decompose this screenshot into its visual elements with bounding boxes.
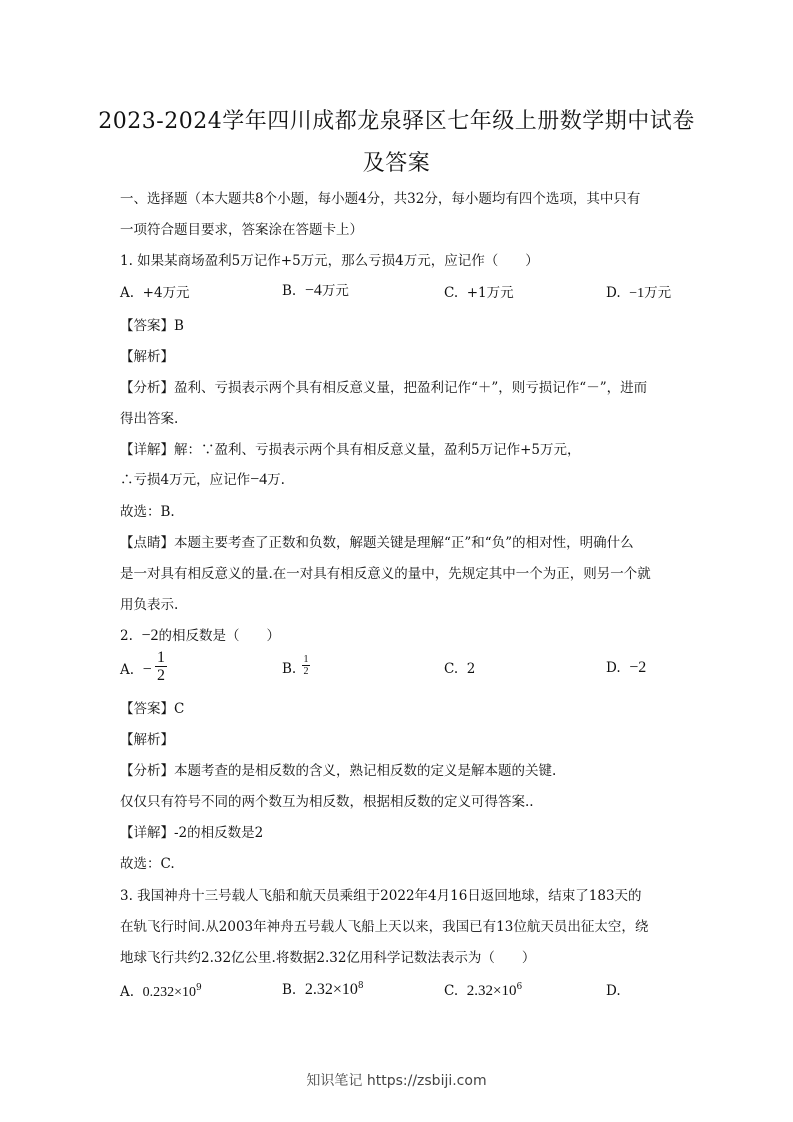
q3-option-c: [444, 982, 522, 1000]
q1-choice: 故选：B.: [120, 504, 175, 520]
text: ∴亏损4万元，应记作: [120, 472, 251, 488]
denominator: 2: [303, 666, 309, 677]
q2-option-d: [606, 659, 646, 677]
q2-xiangjie: 【详解】-2的相反数是2: [120, 825, 264, 841]
q2-fenxi-cont: 仅仅只有符号不同的两个数互为相反数，根据相反数的定义可得答案..: [120, 794, 534, 810]
option-text: 2: [466, 661, 476, 677]
q1-stem: 1. 如果某商场盈利5万记作+5万元，那么亏损4万元，应记作（ ）: [120, 253, 539, 269]
option-label: B.: [282, 982, 297, 998]
q3-option-b: [282, 981, 364, 999]
section-heading: 一、选择题（本大题共8个小题，每小题4分，共32分，每小题均有四个选项，其中只有: [120, 191, 641, 207]
q2-fenxi: 【分析】本题考查的是相反数的含义，熟记相反数的定义是解本题的关键.: [120, 763, 557, 779]
option-label: A.: [120, 984, 135, 1000]
option-text: +1万元: [466, 285, 514, 301]
option-label: C.: [444, 285, 459, 301]
option-sign: −: [142, 661, 152, 678]
exponent: 6: [516, 982, 523, 992]
q2-answer: 【答案】C: [120, 701, 185, 717]
footer-watermark: 知识笔记 https://zsbiji.com: [306, 1073, 487, 1089]
option-unit: 万元: [321, 283, 349, 299]
q3-stem-cont2: 地球飞行共约2.32亿公里.将数据2.32亿用科学记数法表示为（ ）: [120, 950, 536, 966]
option-math: 0.232×10: [142, 985, 197, 1000]
option-label: C.: [444, 983, 459, 999]
q2-option-a: [120, 661, 152, 679]
option-label: D.: [606, 285, 621, 301]
numerator: 1: [303, 654, 309, 665]
numerator: 1: [157, 649, 165, 666]
option-unit: 万元: [644, 285, 672, 301]
q2-stem: [120, 624, 280, 645]
q2-option-b: [282, 661, 296, 677]
option-label: A.: [120, 285, 135, 301]
option-label: D.: [606, 983, 621, 999]
math: −2: [141, 627, 159, 644]
option-math: −2: [629, 659, 647, 676]
q1-xiangjie: 【详解】解：∵盈利、亏损表示两个具有相反意义量，盈利5万记作+5万元，: [120, 442, 581, 458]
option-label: C.: [444, 661, 459, 677]
option-label: A.: [120, 662, 135, 678]
option-math: 2.32×10: [466, 983, 517, 999]
option-math: −4: [304, 282, 322, 299]
option-label: B.: [282, 283, 297, 299]
section-heading-cont: 一项符合题目要求，答案涂在答题卡上）: [120, 222, 363, 238]
q2-analysis-heading: 【解析】: [120, 732, 174, 748]
option-text: +4万元: [142, 285, 190, 301]
text: 万.: [267, 472, 285, 488]
q3-option-a: [120, 983, 202, 1001]
denominator: 2: [157, 667, 165, 684]
document-title-line2: 及答案: [362, 151, 431, 176]
q1-analysis-heading: 【解析】: [120, 349, 174, 365]
q1-xiangjie-cont: [120, 468, 285, 489]
q2-option-a-fraction: [155, 649, 167, 684]
math: −4: [250, 471, 268, 488]
exponent: 9: [196, 983, 202, 993]
q1-option-a: [120, 281, 190, 301]
q1-dianjing-cont2: 用负表示.: [120, 597, 179, 613]
question-number: 2.: [120, 628, 133, 644]
q2-option-c: [444, 661, 475, 677]
q2-choice: 故选：C.: [120, 856, 175, 872]
option-label: D.: [606, 660, 621, 676]
q2-option-b-fraction: [302, 654, 310, 677]
q1-dianjing: 【点睛】本题主要考查了正数和负数，解题关键是理解“正”和“负”的相对性，明确什么: [120, 535, 634, 551]
q1-dianjing-cont: 是一对具有相反意义的量.在一对具有相反意义的量中，先规定其中一个为正，则另一个就: [120, 566, 651, 582]
q3-option-d: [606, 983, 621, 999]
q3-stem-cont: 在轨飞行时间.从2003年神舟五号载人飞船上天以来，我国已有13位航天员出征太空，绕: [120, 919, 649, 935]
q1-option-c: [444, 281, 514, 301]
option-math: 2.32×10: [304, 981, 358, 998]
q1-answer: 【答案】B: [120, 318, 184, 334]
document-title-line1: 2023-2024学年四川成都龙泉驿区七年级上册数学期中试卷: [98, 109, 695, 134]
q1-fenxi-cont: 得出答案.: [120, 411, 179, 427]
q1-option-b: [282, 279, 349, 300]
option-label: B.: [282, 661, 297, 677]
q3-stem: 3. 我国神舟十三号载人飞船和航天员乘组于2022年4月16日返回地球，结束了183天的: [120, 888, 642, 904]
option-math: −1: [629, 286, 645, 301]
q1-option-d: [606, 281, 671, 302]
q1-fenxi: 【分析】盈利、亏损表示两个具有相反意义量，把盈利记作“＋”，则亏损记作“－”，进而: [120, 380, 648, 396]
exponent: 8: [357, 981, 364, 991]
text: 的相反数是（ ）: [158, 628, 281, 644]
